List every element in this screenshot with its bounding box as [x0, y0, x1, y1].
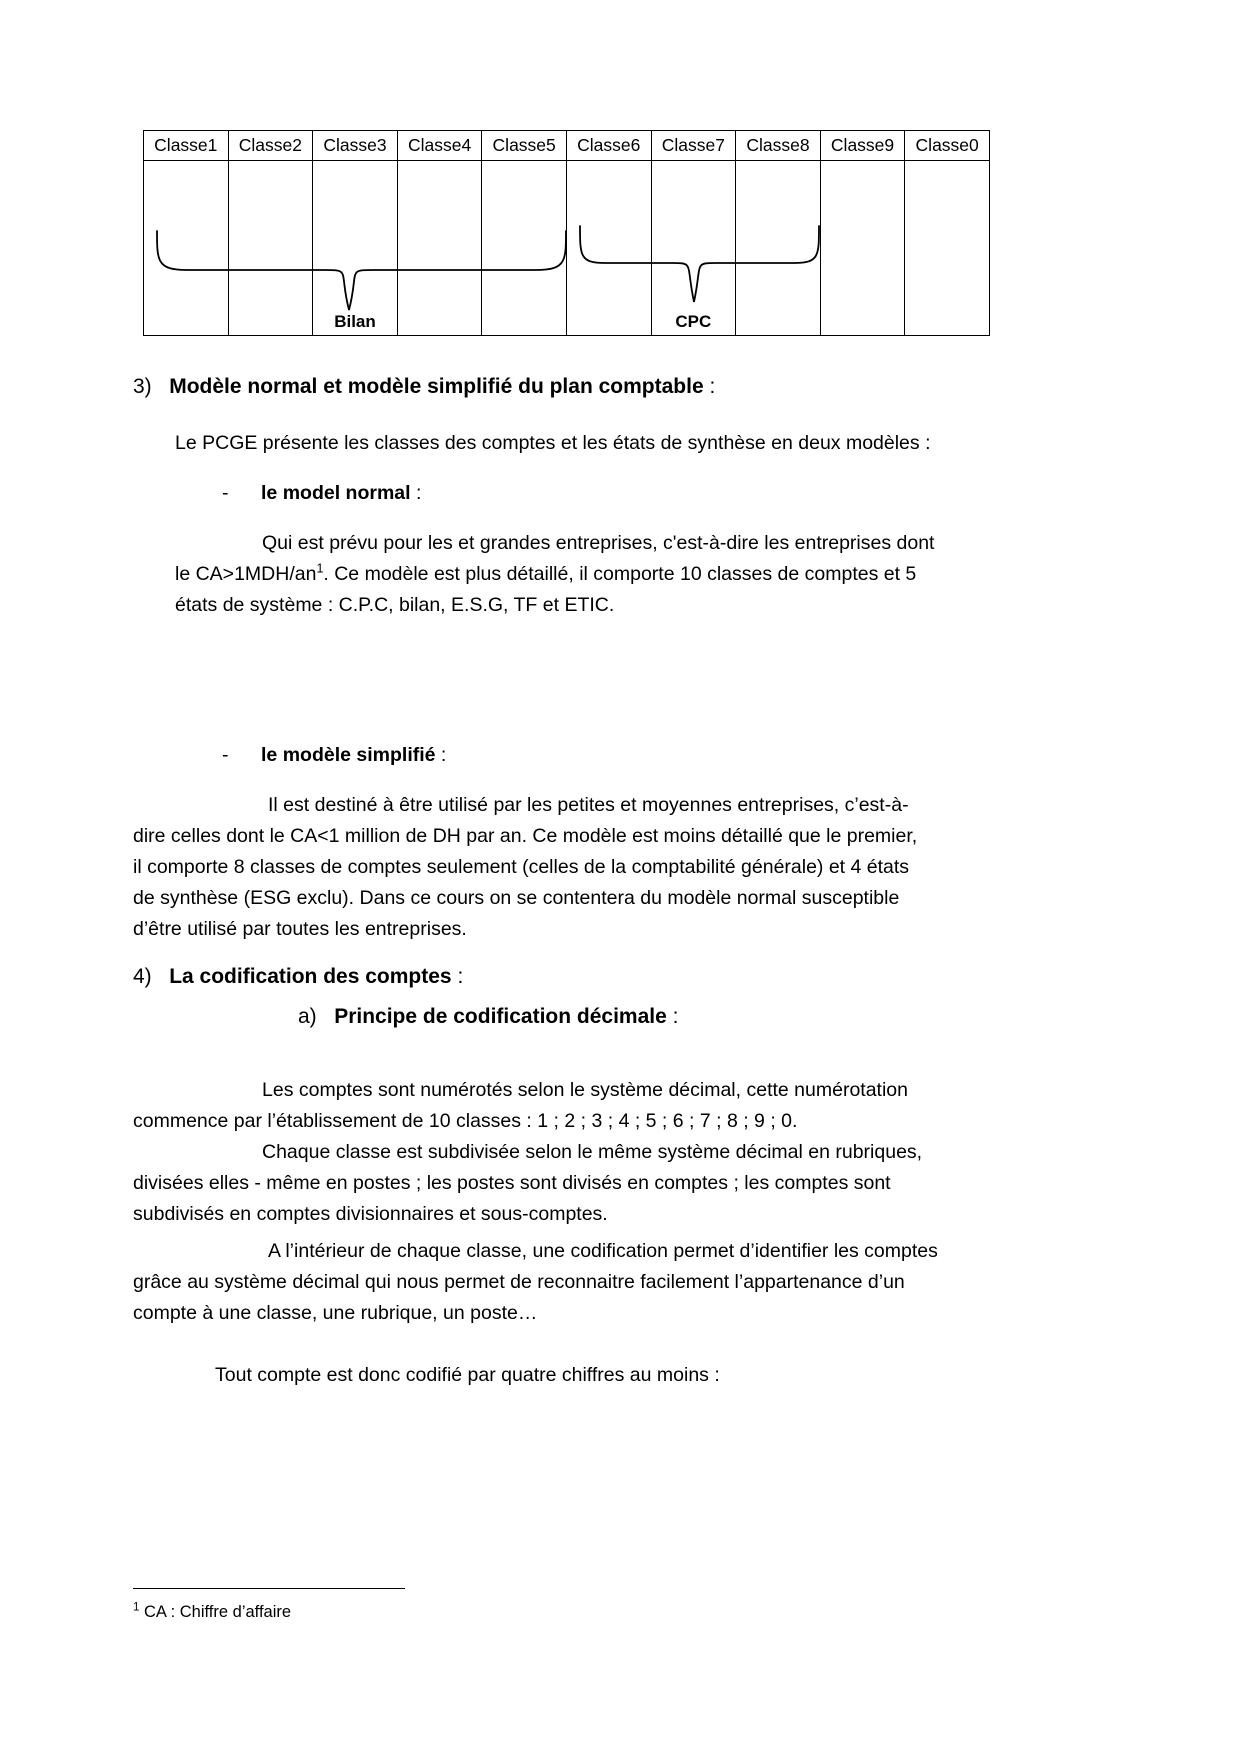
codification-para-d-line1: Tout compte est donc codifié par quatre chiffres au moins : [215, 1364, 720, 1386]
section-4a-letter: a) [298, 1005, 317, 1028]
codification-para-a-line2: commence par l’établissement de 10 classes : 1 ; 2 ; 3 ; 4 ; 5 ; 6 ; 7 ; 8 ; 9 ; 0. [133, 1110, 798, 1132]
bilan-label: Bilan [334, 312, 376, 331]
cell-classe6 [566, 161, 651, 336]
bullet-dash-2: - [222, 744, 229, 766]
column-header-classe1: Classe1 [144, 131, 229, 161]
section-3-intro: Le PCGE présente les classes des comptes et les états de synthèse en deux modèles : [175, 432, 931, 454]
column-header-classe5: Classe5 [482, 131, 567, 161]
cell-classe7 [651, 161, 736, 336]
bullet-model-normal-colon: : [410, 482, 422, 504]
cell-classe2 [228, 161, 313, 336]
section-3-colon: : [703, 375, 716, 398]
ca-threshold-text: le CA>1MDH/an [175, 563, 317, 585]
model-normal-para-line3: états de système : C.P.C, bilan, E.S.G, TF et ETIC. [175, 594, 615, 616]
bullet-modele-simplifie [222, 740, 922, 771]
heading-section-4a [298, 1002, 1038, 1032]
cell-classe9 [820, 161, 905, 336]
column-header-classe2: Classe2 [228, 131, 313, 161]
heading-section-4 [133, 962, 1033, 992]
codification-para-c-line3: compte à une classe, une rubrique, un poste… [133, 1302, 538, 1324]
bullet-model-normal-label: le model normal [261, 482, 411, 504]
codification-para-b-line2: divisées elles - même en postes ; les postes sont divisés en comptes ; les comptes sont [133, 1172, 891, 1194]
table-header-row [144, 131, 990, 161]
codification-para-b-line1: Chaque classe est subdivisée selon le même système décimal en rubriques, [262, 1141, 923, 1163]
codification-para-b-line3: subdivisés en comptes divisionnaires et sous-comptes. [133, 1203, 608, 1225]
footnote-marker: 1 [133, 1601, 140, 1614]
model-normal-para-line1: Qui est prévu pour les et grandes entreprises, c'est-à-dire les entreprises dont [262, 532, 935, 554]
modele-simplifie-line5: d’être utilisé par toutes les entreprises. [133, 918, 467, 940]
codification-para-a-line1: Les comptes sont numérotés selon le système décimal, cette numérotation [262, 1079, 908, 1101]
bullet-modele-simplifie-label: le modèle simplifié [261, 744, 436, 766]
cell-classe3 [313, 161, 398, 336]
cpc-label: CPC [675, 312, 712, 331]
heading-section-3 [133, 372, 1033, 402]
column-header-classe3: Classe3 [313, 131, 398, 161]
section-3-title: Modèle normal et modèle simplifié du plan comptable [169, 375, 704, 398]
cell-classe0 [905, 161, 990, 336]
footnote-separator-rule [133, 1588, 405, 1589]
bullet-model-normal [222, 478, 922, 509]
section-4a-colon: : [666, 1005, 679, 1028]
model-normal-para-line2-rest: . Ce modèle est plus détaillé, il comporte 10 classes de comptes et 5 [323, 563, 917, 585]
section-3-number: 3) [133, 375, 152, 398]
section-4-title: La codification des comptes [169, 965, 452, 988]
classes-table [143, 130, 990, 336]
codification-para-c-line1: A l’intérieur de chaque classe, une codification permet d’identifier les comptes [268, 1240, 938, 1262]
footnote-text [133, 1600, 291, 1624]
column-header-classe8: Classe8 [736, 131, 821, 161]
table-body-row [144, 161, 990, 336]
column-header-classe0: Classe0 [905, 131, 990, 161]
section-4-colon: : [451, 965, 464, 988]
codification-para-c-line2: grâce au système décimal qui nous permet de reconnaitre facilement l’appartenance d’un [133, 1271, 905, 1293]
section-4a-title: Principe de codification décimale [334, 1005, 667, 1028]
model-normal-para-line2 [175, 559, 1005, 590]
cell-classe5 [482, 161, 567, 336]
footnote-body: CA : Chiffre d’affaire [139, 1603, 292, 1621]
bullet-dash: - [222, 482, 229, 504]
cell-classe8 [736, 161, 821, 336]
footnote-marker-inline: 1 [316, 561, 324, 576]
modele-simplifie-line4: de synthèse (ESG exclu). Dans ce cours on se contentera du modèle normal susceptible [133, 887, 900, 909]
modele-simplifie-line2: dire celles dont le CA<1 million de DH par an. Ce modèle est moins détaillé que le premier, [133, 825, 918, 847]
column-header-classe7: Classe7 [651, 131, 736, 161]
section-4-number: 4) [133, 965, 152, 988]
cell-classe1 [144, 161, 229, 336]
modele-simplifie-line3: il comporte 8 classes de comptes seulement (celles de la comptabilité générale) et 4 états [133, 856, 910, 878]
column-header-classe9: Classe9 [820, 131, 905, 161]
bullet-modele-simplifie-colon: : [435, 744, 447, 766]
modele-simplifie-line1: Il est destiné à être utilisé par les petites et moyennes entreprises, c’est-à- [268, 794, 909, 816]
column-header-classe6: Classe6 [566, 131, 651, 161]
plan-comptable-diagram [143, 130, 990, 335]
column-header-classe4: Classe4 [397, 131, 482, 161]
cell-classe4 [397, 161, 482, 336]
